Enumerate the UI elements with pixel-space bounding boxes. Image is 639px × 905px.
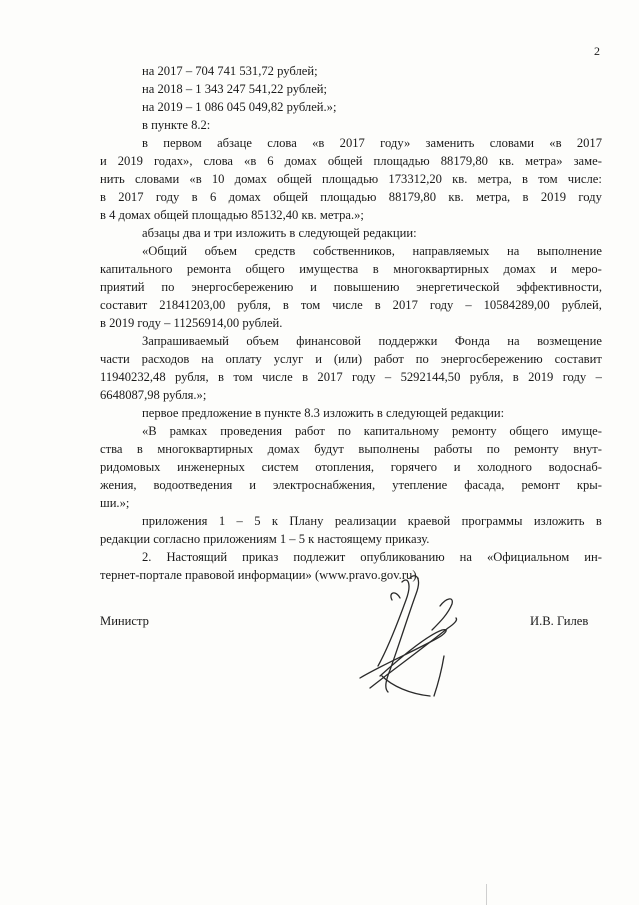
word: фасада,: [464, 478, 505, 492]
word: «в: [549, 136, 562, 150]
word: году: [578, 190, 602, 204]
word: жения,: [100, 478, 137, 492]
word: работ: [373, 352, 404, 366]
word: энергосбережению: [440, 352, 543, 366]
signer-name: И.В. Гилев: [530, 614, 589, 628]
word: том: [300, 298, 321, 312]
text-line-4: в пункте 8.2:: [142, 118, 211, 132]
word: «в: [312, 136, 325, 150]
word: том: [233, 370, 253, 384]
word: в: [142, 136, 148, 150]
word: программы: [461, 514, 523, 528]
word: кв.: [498, 154, 515, 168]
text-line-21: [142, 422, 602, 440]
word: кры-: [576, 478, 602, 492]
word: 2017: [576, 136, 602, 150]
word: оплату: [225, 352, 262, 366]
text-line-5: [142, 134, 602, 152]
word: на: [507, 244, 520, 258]
word: и: [315, 352, 322, 366]
word: составит: [554, 352, 602, 366]
word: году: [155, 190, 180, 204]
text-line-20: первое предложение в пункте 8.3 изложить в следующей редакции:: [142, 406, 505, 420]
word: заме-: [573, 154, 602, 168]
word: на: [201, 352, 214, 366]
word: возмещение: [537, 334, 602, 348]
text-line-22: [100, 440, 602, 458]
word: –: [236, 514, 243, 528]
word: в: [136, 442, 143, 456]
word: в: [218, 370, 224, 384]
word: –: [595, 370, 602, 384]
word: многоквартирных: [393, 262, 490, 276]
word: 6: [267, 154, 274, 168]
word: «В: [142, 424, 157, 438]
word: в: [512, 370, 519, 384]
word: (или): [333, 352, 363, 366]
word: слова: [203, 154, 234, 168]
word: в: [372, 262, 379, 276]
word: 6: [209, 190, 217, 204]
word: числе:: [567, 172, 602, 186]
text-line-18: [100, 368, 602, 386]
word: 5292144,50: [400, 370, 461, 384]
text-line-28: [142, 548, 602, 566]
word: водоотведения: [153, 478, 233, 492]
page-number: 2: [594, 44, 600, 58]
word: повышению: [333, 280, 400, 294]
text-line-9: в 4 домах общей площадью 85132,40 кв. метра.»;: [100, 208, 364, 222]
word: словами: [489, 136, 534, 150]
word: кв.: [452, 172, 468, 186]
word: 2019: [528, 370, 554, 384]
word: 10584289,00: [483, 298, 550, 312]
word: ства: [100, 442, 123, 456]
word: 5: [254, 514, 261, 528]
text-line-19: 6648087,98 рубля.»;: [100, 388, 207, 402]
word: электроснабжения,: [273, 478, 376, 492]
word: Плану: [289, 514, 324, 528]
text-line-11: [142, 242, 602, 260]
word: домах: [234, 172, 267, 186]
word: –: [465, 298, 472, 312]
word: 88179,80: [388, 190, 437, 204]
signature-icon: [330, 570, 480, 710]
word: горячего: [390, 460, 438, 474]
word: домах: [228, 190, 261, 204]
word: на: [507, 334, 520, 348]
word: 173312,20: [388, 172, 442, 186]
word: энергосбережению: [191, 280, 294, 294]
text-line-3: на 2019 – 1 086 045 049,82 рублей.»;: [142, 100, 337, 114]
word: общего: [245, 262, 285, 276]
word: 2017: [392, 298, 418, 312]
word: метра,: [475, 190, 511, 204]
word: по: [415, 352, 429, 366]
text-line-17: [100, 350, 602, 368]
word: ремонту: [451, 424, 497, 438]
word: домах: [503, 262, 536, 276]
word: нить: [100, 172, 125, 186]
word: «в: [244, 154, 257, 168]
text-line-2: на 2018 – 1 343 247 541,22 рублей;: [142, 82, 328, 96]
word: 1: [218, 514, 226, 528]
word: 21841203,00: [159, 298, 226, 312]
word: в: [522, 190, 529, 204]
word: общей: [273, 190, 308, 204]
word: 2017: [118, 190, 144, 204]
word: 10: [211, 172, 225, 186]
word: по: [486, 442, 500, 456]
word: выполнение: [536, 244, 602, 258]
word: домах: [267, 442, 300, 456]
word: внут-: [573, 442, 602, 456]
word: подлежит: [293, 550, 346, 564]
word: метра»: [525, 154, 563, 168]
word: площадью: [322, 172, 379, 186]
text-line-26: [142, 512, 602, 530]
word: году: [429, 298, 454, 312]
word: 11940232,48: [100, 370, 166, 384]
word: числе: [262, 370, 293, 384]
word: слова: [267, 136, 297, 150]
word: финансовой: [296, 334, 362, 348]
word: в: [282, 298, 289, 312]
word: расходов: [141, 352, 190, 366]
word: работы: [433, 442, 473, 456]
word: краевой: [407, 514, 451, 528]
word: по: [161, 280, 175, 294]
word: и: [249, 478, 256, 492]
text-line-27: редакции согласно приложениям 1 – 5 к настоящему приказу.: [100, 532, 430, 546]
word: в: [522, 172, 528, 186]
word: Настоящий: [166, 550, 228, 564]
word: инженерных: [177, 460, 245, 474]
word: площадью: [320, 190, 377, 204]
word: на: [459, 550, 472, 564]
word: меро-: [571, 262, 602, 276]
word: «Официальном: [486, 550, 570, 564]
word: рубля,: [469, 370, 504, 384]
text-line-10: абзацы два и три изложить в следующей редакции:: [142, 226, 417, 240]
word: в: [191, 190, 198, 204]
word: водоснаб-: [548, 460, 602, 474]
word: 2017: [317, 370, 343, 384]
word: том: [538, 172, 558, 186]
word: части: [100, 352, 130, 366]
word: Фонда: [454, 334, 490, 348]
word: ридомовых: [100, 460, 161, 474]
word: капитального: [100, 262, 173, 276]
word: средств: [254, 244, 296, 258]
word: кв.: [448, 190, 464, 204]
word: общего: [509, 424, 549, 438]
word: объем: [204, 244, 238, 258]
word: изложить: [533, 514, 585, 528]
word: рубля,: [237, 298, 271, 312]
word: Запрашиваемый: [142, 334, 229, 348]
text-line-12: [100, 260, 602, 278]
word: к: [271, 514, 279, 528]
word: абзаце: [217, 136, 252, 150]
word: поддержки: [378, 334, 438, 348]
word: собственников,: [312, 244, 395, 258]
word: в: [100, 190, 106, 204]
word: –: [384, 370, 392, 384]
word: капитальному: [363, 424, 440, 438]
word: и: [550, 262, 558, 276]
word: 2019: [117, 154, 143, 168]
word: году: [352, 370, 376, 384]
word: 2019: [540, 190, 567, 204]
word: выполнены: [358, 442, 420, 456]
text-line-29: тернет-портале правовой информации» (www.pravo.gov.ru).: [100, 568, 420, 582]
text-line-15: в 2019 году – 11256914,00 рублей.: [100, 316, 283, 330]
word: в: [595, 514, 602, 528]
word: «в: [189, 172, 202, 186]
word: годах»,: [153, 154, 193, 168]
signer-role: Министр: [100, 614, 149, 628]
text-line-8: [100, 188, 602, 206]
word: в: [302, 370, 309, 384]
word: ремонт: [521, 478, 560, 492]
word: приложения: [142, 514, 208, 528]
word: первом: [163, 136, 202, 150]
text-line-16: [142, 332, 602, 350]
word: проведения: [220, 424, 283, 438]
word: будут: [314, 442, 344, 456]
word: и: [100, 154, 107, 168]
word: году: [562, 370, 587, 384]
word: приятий: [100, 280, 145, 294]
word: энергетической: [416, 280, 500, 294]
word: рамках: [169, 424, 208, 438]
word: в: [374, 298, 381, 312]
text-line-25: ши.»;: [100, 496, 130, 510]
word: рубля,: [175, 370, 209, 384]
word: ин-: [584, 550, 602, 564]
word: реализации: [334, 514, 397, 528]
text-line-1: на 2017 – 704 741 531,72 рублей;: [142, 64, 318, 78]
word: услуг: [273, 352, 304, 366]
word: эффективности,: [516, 280, 602, 294]
word: ремонту: [514, 442, 559, 456]
word: заменить: [425, 136, 475, 150]
word: составит: [100, 298, 148, 312]
word: «Общий: [142, 244, 187, 258]
word: площадью: [373, 154, 430, 168]
word: отопления,: [315, 460, 375, 474]
word: 88179,80: [440, 154, 488, 168]
word: систем: [261, 460, 299, 474]
word: ремонта: [186, 262, 232, 276]
word: имущества: [299, 262, 359, 276]
text-line-7: [100, 170, 602, 188]
word: утепление: [392, 478, 448, 492]
word: по: [337, 424, 351, 438]
text-line-14: [100, 296, 602, 314]
word: работ: [295, 424, 325, 438]
scan-edge-mark: [486, 884, 487, 905]
text-line-24: [100, 476, 602, 494]
text-line-13: [100, 278, 602, 296]
word: опубликованию: [360, 550, 445, 564]
word: имуще-: [561, 424, 602, 438]
word: и: [310, 280, 317, 294]
word: направляемых: [412, 244, 490, 258]
text-line-6: [100, 152, 602, 170]
word: объем: [246, 334, 279, 348]
word: многоквартирных: [157, 442, 254, 456]
word: 2017: [339, 136, 365, 150]
word: общей: [327, 154, 363, 168]
word: метра,: [477, 172, 512, 186]
word: домах: [284, 154, 317, 168]
word: рублей,: [561, 298, 602, 312]
word: словами: [134, 172, 180, 186]
word: холодного: [477, 460, 532, 474]
word: числе: [332, 298, 363, 312]
word: 2.: [142, 550, 152, 564]
text-line-23: [100, 458, 602, 476]
word: общей: [277, 172, 312, 186]
word: и: [453, 460, 461, 474]
word: приказ: [242, 550, 279, 564]
word: году»: [380, 136, 411, 150]
